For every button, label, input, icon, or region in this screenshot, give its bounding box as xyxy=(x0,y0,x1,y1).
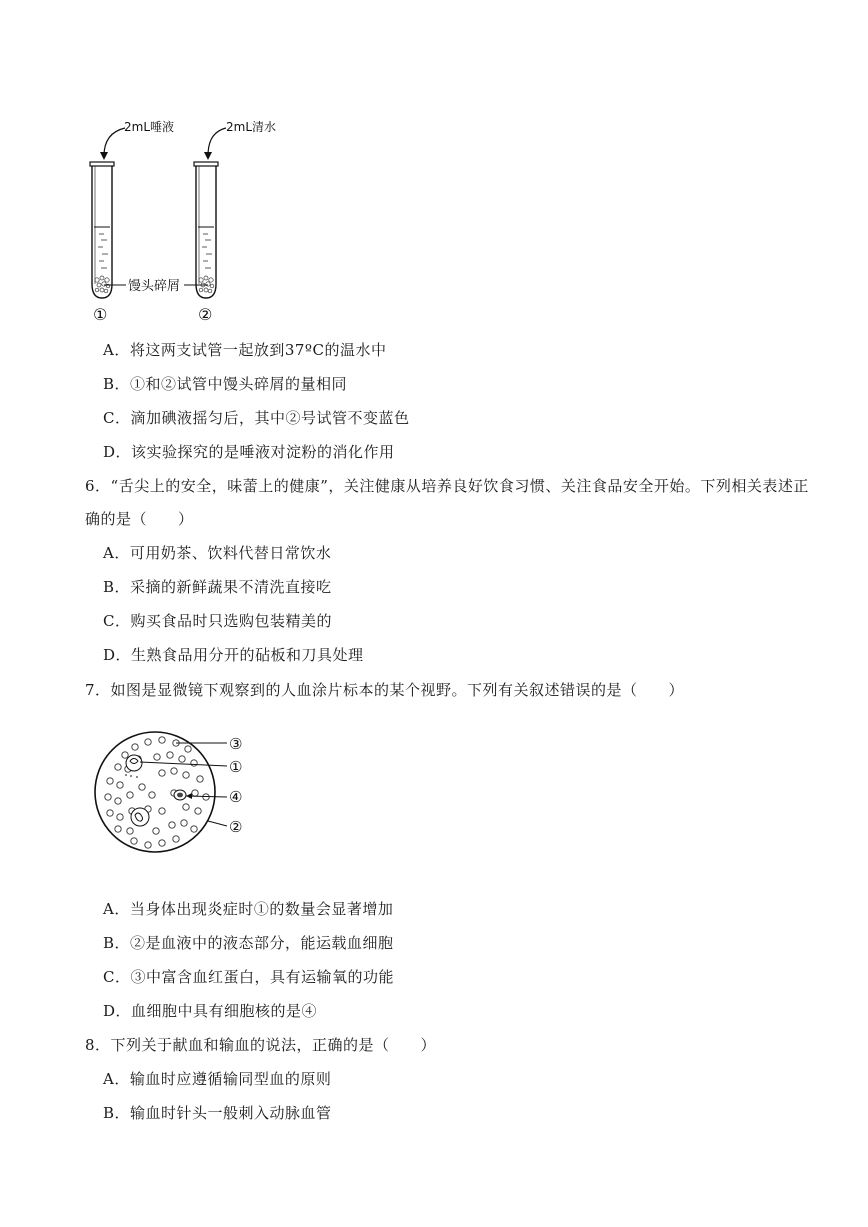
q8-option-a: A．输血时应遵循输同型血的原则 xyxy=(103,1070,332,1088)
tube2-arrow-line xyxy=(208,128,226,156)
tube2-arrow-head xyxy=(204,152,212,160)
white-blood-cell-1 xyxy=(126,755,142,771)
tube2-label: 2mL清水 xyxy=(226,120,277,134)
q6-option-d: D．生熟食品用分开的砧板和刀具处理 xyxy=(103,646,364,664)
fig-label-1: ① xyxy=(229,758,243,776)
blood-smear-figure xyxy=(90,725,270,865)
white-blood-cell-2 xyxy=(131,808,149,826)
q5-option-b: B．①和②试管中馒头碎屑的量相同 xyxy=(103,375,348,393)
tube1-number: ① xyxy=(93,305,108,324)
q7-stem: 7．如图是显微镜下观察到的人血涂片标本的某个视野。下列有关叙述错误的是（ ） xyxy=(85,681,685,699)
q6-stem-line2: 确的是（ ） xyxy=(85,510,194,528)
q7-option-c: C．③中富含血红蛋白，具有运输氧的功能 xyxy=(103,968,394,986)
q5-option-c: C．滴加碘液摇匀后，其中②号试管不变蓝色 xyxy=(103,409,410,427)
label-line-2 xyxy=(208,821,227,826)
q6-option-c: C．购买食品时只选购包装精美的 xyxy=(103,612,332,630)
tube1-label: 2mL唾液 xyxy=(124,120,175,134)
test-tube-2 xyxy=(194,162,218,298)
q6-option-a: A．可用奶茶、饮料代替日常饮水 xyxy=(103,544,332,562)
platelet-cell xyxy=(174,790,186,800)
q5-option-d: D．该实验探究的是唾液对淀粉的消化作用 xyxy=(103,443,395,461)
tube1-arrow-head xyxy=(100,152,108,160)
test-tube-figure xyxy=(70,108,290,328)
fig-label-3: ③ xyxy=(229,735,243,753)
q6-option-b: B．采摘的新鲜蔬果不清洗直接吃 xyxy=(103,578,332,596)
q5-option-a: A．将这两支试管一起放到37ºC的温水中 xyxy=(103,341,387,359)
test-tube-1 xyxy=(90,162,114,298)
fig-label-4: ④ xyxy=(229,788,243,806)
q7-option-a: A．当身体出现炎症时①的数量会显著增加 xyxy=(103,900,394,918)
q8-stem: 8．下列关于献血和输血的说法，正确的是（ ） xyxy=(85,1036,437,1054)
q7-option-b: B．②是血液中的液态部分，能运载血细胞 xyxy=(103,934,394,952)
bread-label: 馒头碎屑 xyxy=(128,279,181,294)
q7-option-d: D．血细胞中具有细胞核的是④ xyxy=(103,1002,318,1020)
q8-option-b: B．输血时针头一般刺入动脉血管 xyxy=(103,1104,332,1122)
tube1-arrow-line xyxy=(104,128,125,156)
fig-label-2: ② xyxy=(229,818,243,836)
tube2-number: ② xyxy=(198,305,213,324)
q6-stem-line1: 6．“舌尖上的安全，味蕾上的健康”，关注健康从培养良好饮食习惯、关注食品安全开始。下列相关表述正 xyxy=(85,477,809,495)
